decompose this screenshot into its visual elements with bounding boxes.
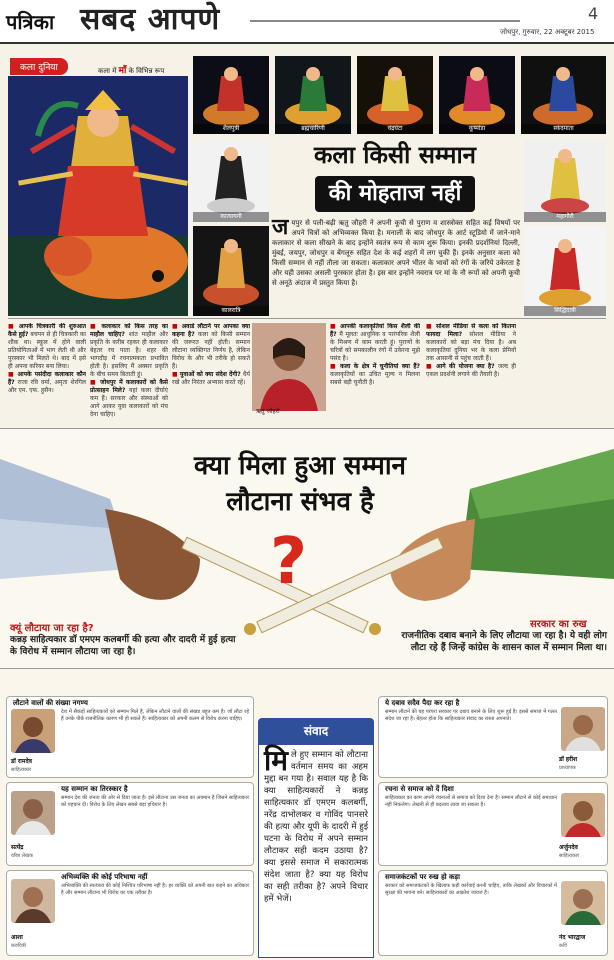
- drop-cap: ज: [272, 215, 289, 240]
- contributor-photo: [561, 707, 605, 751]
- contributor-role: कवयित्री: [11, 943, 26, 949]
- painting-thumb: [193, 226, 269, 316]
- thumb-label: चंद्रघंटा: [357, 124, 433, 134]
- headline-line1: कला किसी सम्मान: [313, 141, 476, 169]
- samvad-body: मिले हुए सम्मान को लौटाना वर्तमान समय का अहम मुद्दा बन गया है। सवाल यह है कि क्या साहित्यकारों ने कन्नड़ साहित्यकार डॉ एमएम कलबर्गी, नरेंद्र दाभोलकर व गोविंद पानसरे की हत्या और यूपी के दादरी में हुई घटना के विरोध में अपने सम्मान लौटाकर सही कदम उठाया है? क्या इससे समाज में सकारात्मक संदेश जाता है? क्या यह विरोध का सही तरीका है? अपने विचार हमें भेजें।: [258, 744, 374, 958]
- interview-column: ■ कलाकार को किस तरह का माहौल चाहिए? शांत माहौल और प्रकृति के करीब रहकर ही कलाकार बेहतर रच पाता है। शहर की भागदौड़ में रचनात्मकता प्रभावित होती है। इसलिए मैं अक्सर प्रकृति के बीच समय बिताती हूं। ■ जोधपुर में कलाकारों को कैसे प्रोत्साहन मिले? यहां कला दीर्घाएं कम हैं। सरकार और संस्थाओं को आगे आकर युवा कलाकारों को मंच देना चाहिए।: [90, 323, 168, 418]
- painting-thumb: [524, 226, 606, 316]
- opinion-card: [6, 782, 254, 866]
- thumb-label: कात्यायनी: [193, 212, 269, 222]
- art-headline: [270, 138, 520, 216]
- thumb-label: सिद्धिदात्री: [524, 306, 606, 316]
- card-title: रचना से समाज को दें दिशा: [385, 785, 454, 793]
- thumb-label: कालरात्रि: [193, 306, 269, 316]
- opinion-card: [378, 696, 608, 778]
- interview-columns: [8, 318, 606, 426]
- card-text: साहित्यकार का काम अपनी रचनाओं से समाज को दिशा देना है। सम्मान लौटाने से कोई समाधान नहीं निकलेगा। लेखनी से ही बदलाव लाया जा सकता है।: [385, 795, 557, 808]
- contributor-role: साहित्यकार: [11, 767, 32, 773]
- artist-portrait: [252, 323, 326, 411]
- painting-thumb: [193, 56, 269, 134]
- intro-paragraph: जयपुर से पली-बढ़ी ऋतु जौहरी ने अपनी कूची से पुराण व शास्त्रोक्त सहित कई विषयों पर अपने चित्रों को अभिव्यक्त किया है। मनाली के बाद जोधपुर के आर्ट स्टूडियो में जाने-माने कलाकार से कला सीखने के बाद इन्होंने स्वतंत्र रूप से काम शुरू किया। इनकी प्रदर्शनियां दिल्ली, मुंबई, जयपुर, जोधपुर व बेंगलूरु सहित देश के कई शहरों में लग चुकी हैं। इनके अनुसार कला को किसी सम्मान से नहीं तौला जा सकता। कलाकार अपने भीतर के भावों को रंगों के जरिये उकेरता है और यही उसका असली पुरस्कार होता है। इस बार इन्होंने नवरात्र पर मां के नौ रूपों को अपनी कूची से अनूठे अंदाज में प्रस्तुत किया है।: [272, 215, 520, 287]
- issue-date: जोधपुर, गुरुवार, 22 अक्टूबर 2015: [500, 28, 595, 36]
- painting-thumb: [193, 140, 269, 222]
- card-title: समाजकंटकों पर रुख हो कड़ा: [385, 873, 460, 881]
- painting-thumb: [275, 56, 351, 134]
- card-text: सम्मान लौटाने की यह परंपरा सरकार पर दबाव बनाने के लिए शुरू हुई है। इससे समाज में गलत संदेश जा रहा है। बेहतर होता कि साहित्यकार संवाद का रास्ता अपनाते।: [385, 709, 557, 722]
- section-tag: कला दुनिया: [10, 58, 68, 75]
- main-question: [140, 448, 460, 520]
- samvad-label: संवाद: [258, 718, 374, 744]
- interview-column: ■ सोशल मीडिया से कला को कितना फायदा मिला? सोशल मीडिया ने कलाकारों को बड़ा मंच दिया है। अब कलाकृतियां दुनिया भर के कला प्रेमियों तक आसानी से पहुंच जाती हैं। ■ आगे की योजना क्या है? जल्द ही एकल प्रदर्शनी लगाने की तैयारी है।: [426, 323, 516, 378]
- contributor-role: कवि: [559, 943, 567, 949]
- contributor-photo: [11, 791, 55, 835]
- main-question-line2: लौटाना संभव है: [226, 487, 374, 517]
- contributor-name: अर्जुनदेव: [559, 844, 578, 851]
- card-title: यह सम्मान का तिरस्कार है: [61, 785, 128, 793]
- card-text: सरकार को समाजकंटकों के खिलाफ कड़ी कार्रवाई करनी चाहिए, ताकि लेखकों और विचारकों में सुरक्षा की भावना बने। साहित्यकारों का आक्रोश जायज है।: [385, 883, 557, 896]
- why-returned-heading: क्यूं लौटाया जा रहा है?: [10, 623, 94, 634]
- contributor-name: डॉ रामदेव: [11, 758, 32, 765]
- page-number: 4: [588, 4, 599, 23]
- contributor-role: वरिष्ठ लेखक: [11, 853, 33, 859]
- painting-thumb: [439, 56, 515, 134]
- masthead-rule: [250, 20, 520, 22]
- portrait-caption: ऋतु जौहरी: [256, 408, 280, 415]
- opinion-card: [6, 870, 254, 956]
- card-title: लौटाने वालों की संख्या नगण्य: [13, 699, 88, 707]
- gallery-caption: कला में माँ के विभिन्न रूप: [98, 66, 165, 76]
- contributor-photo: [561, 793, 605, 837]
- contributor-role: साहित्यकार: [559, 853, 580, 859]
- main-question-line1: क्या मिला हुआ सम्मान: [194, 451, 406, 481]
- drop-cap: मि: [264, 744, 288, 777]
- card-title: ये दबाव सदैव पैदा कर रहा है: [385, 699, 460, 707]
- interview-column: ■ आपके चित्रकारी की शुरुआत कैसे हुई? बचपन से ही चित्रकारी का शौक था। स्कूल में होने वाली प्रतियोगिताओं में भाग लेती थी और पुरस्कार भी मिलते थे। बाद में इसे ही अपना करियर बना लिया। ■ आपके पसंदीदा कलाकार कौन हैं? राजा रवि वर्मा, अमृता शेरगिल और एम. एफ. हुसैन।: [8, 323, 86, 394]
- thumb-label: स्कंदमाता: [521, 124, 606, 134]
- contributor-photo: [11, 879, 55, 923]
- card-title: अभिव्यक्ति की कोई परिभाषा नहीं: [61, 873, 148, 881]
- painting-thumb: [524, 140, 606, 222]
- interview-column: ■ अवार्ड लौटाने पर आपका क्या कहना है? कला को किसी सम्मान की जरूरत नहीं होती। सम्मान लौटाना व्यक्तिगत निर्णय है, लेकिन विरोध के और भी तरीके हो सकते हैं। ■ युवाओं को क्या संदेश देंगी? धैर्य रखें और निरंतर अभ्यास करते रहें।: [172, 323, 250, 386]
- contributor-name: डॉ हरीश: [559, 756, 578, 763]
- question-mark: ?: [270, 525, 308, 599]
- thumb-label: शैलपुत्री: [193, 124, 269, 134]
- why-returned-text: कन्नड़ साहित्यकार डॉ एमएम कलबर्गी की हत्या और दादरी में हुई हत्या के विरोध में सम्मान लौटाया जा रहा है।: [10, 635, 236, 657]
- contributor-name: आशा: [11, 934, 23, 941]
- painting-thumb: [521, 56, 606, 134]
- card-text: सम्मान देश की जनता की ओर से दिया जाता है। इसे लौटाना उस जनता का अपमान है जिसने साहित्यकार को पहचान दी। विरोध के लिए लेखन सबसे बड़ा हथियार है।: [61, 795, 249, 808]
- opinion-card: [378, 870, 608, 956]
- thumb-label: ब्रह्मचारिणी: [275, 124, 351, 134]
- contributor-name: सत्येंद्र: [11, 844, 24, 851]
- govt-stance-text: राजनीतिक दबाव बनाने के लिए लौटाया जा रहा है। ये वही लोग लौटा रहे हैं जिन्हें कांग्रेस के शासन काल में सम्मान मिला था।: [401, 631, 607, 653]
- headline-line2: की मोहताज नहीं: [315, 176, 476, 212]
- govt-stance-heading: सरकार का रुख: [530, 619, 587, 630]
- contributor-photo: [561, 881, 605, 925]
- contributor-role: प्राध्यापक: [559, 765, 576, 771]
- interview-column: ■ आपकी कलाकृतियां किस शैली की हैं? मैं मूलतः आधुनिक व पारंपरिक शैली के मिश्रण में काम करती हूं। पुराणों के चरित्रों को समकालीन रंगों में उकेरना मुझे पसंद है। ■ कला के क्षेत्र में चुनौतियां क्या हैं? कलाकृतियों का उचित मूल्य न मिलना सबसे बड़ी चुनौती है।: [330, 323, 420, 386]
- contributor-photo: [11, 709, 55, 753]
- opinion-card: [6, 696, 254, 778]
- painting-thumb: [357, 56, 433, 134]
- opinion-card: [378, 782, 608, 866]
- masthead: [0, 0, 614, 44]
- card-text: अभिव्यक्ति की स्वतंत्रता की कोई निश्चित परिभाषा नहीं है। हर व्यक्ति को अपनी बात कहने का अधिकार है और सम्मान लौटाना भी विरोध का एक तरीका है।: [61, 883, 249, 896]
- section-title: सबद आपणे: [72, 0, 252, 40]
- contributor-name: नंद भारद्वाज: [559, 934, 586, 941]
- thumb-label: कूष्मांडा: [439, 124, 515, 134]
- thumb-label: महागौरी: [524, 212, 606, 222]
- paper-logo: पत्रिका: [6, 10, 55, 34]
- main-painting: [8, 76, 188, 316]
- card-text: देश में सैकड़ों साहित्यकारों को सम्मान मिले हैं, लेकिन लौटाने वालों की संख्या बहुत कम है। जो लौटा रहे हैं उनके पीछे राजनीतिक कारण भी हो सकते हैं। साहित्यकार को अपनी कलम से विरोध करना चाहिए।: [61, 709, 249, 722]
